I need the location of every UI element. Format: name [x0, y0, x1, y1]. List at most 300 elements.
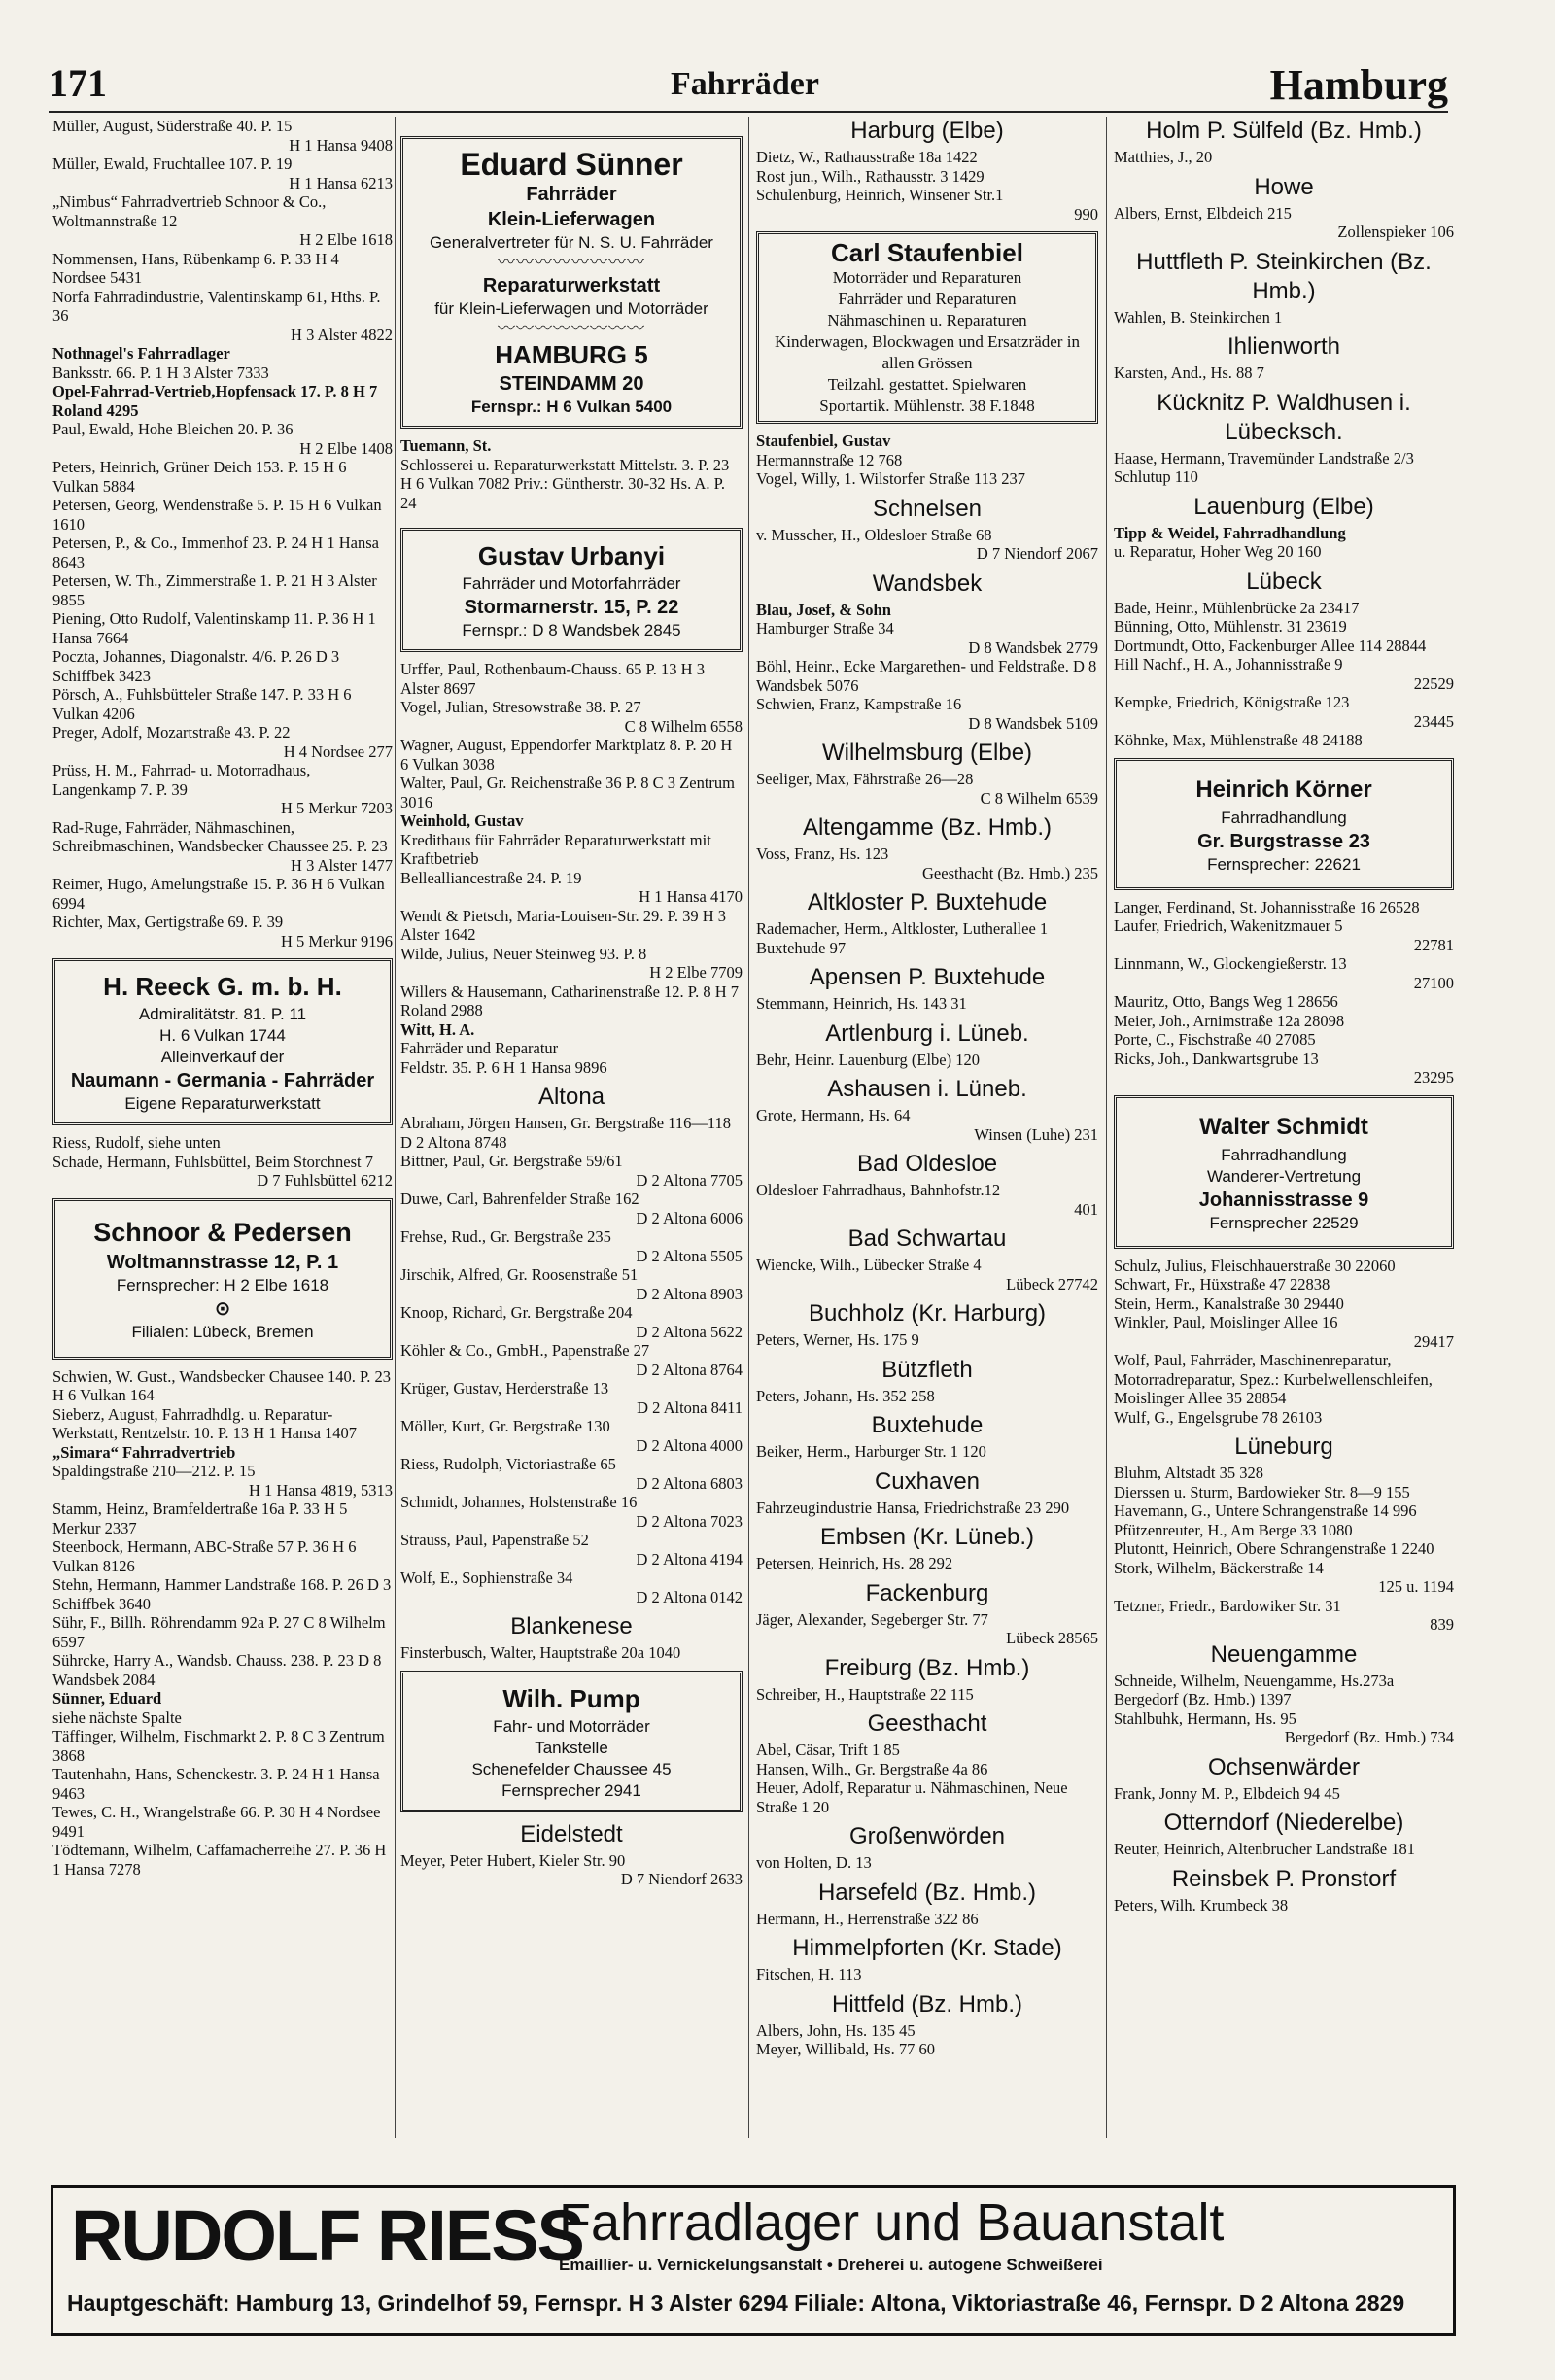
ad-line: Gr. Burgstrasse 23: [1197, 830, 1370, 852]
place-heading: Holm P. Sülfeld (Bz. Hmb.): [1146, 118, 1422, 144]
directory-entry: Tewes, C. H., Wrangelstraße 66. P. 30 H 4 Nordsee 9491: [52, 1803, 381, 1841]
directory-entry: Köhnke, Max, Mühlenstraße 48 24188: [1114, 731, 1363, 749]
directory-entry: Karsten, And., Hs. 88 7: [1114, 363, 1264, 382]
directory-entry: Piening, Otto Rudolf, Valentinskamp 11. P. 36 H 1 Hansa 7664: [52, 609, 376, 647]
directory-entry: 22529: [1413, 673, 1454, 693]
directory-entry: Sieberz, August, Fahrradhdlg. u. Reparatur-Werkstatt, Rentzelstr. 10. P. 13 H 1 Hansa 1407: [52, 1404, 358, 1442]
directory-entry: Banksstr. 66. P. 1 H 3 Alster 7333: [52, 362, 269, 382]
column-3: [756, 117, 1098, 2059]
directory-entry: H 4 Nordsee 277: [283, 742, 393, 761]
directory-entry: Sühr, F., Billh. Röhrendamm 92a P. 27 C 8 Wilhelm 6597: [52, 1613, 386, 1651]
ad-name: Heinrich Körner: [1195, 776, 1372, 803]
ad-pump: [400, 1671, 743, 1812]
ad-line: H. 6 Vulkan 1744: [159, 1026, 286, 1045]
footer-address: Hauptgeschäft: Hamburg 13, Grindelhof 59, Fernspr. H 3 Alster 6294 Filiale: Altona, Viktoriastraße 46, Fernspr. D 2 Altona 2829: [67, 2291, 1405, 2316]
directory-entry: Nothnagel's Fahrradlager: [52, 344, 230, 362]
entry-list: [756, 431, 1098, 489]
place-heading: Lüneburg: [1234, 1433, 1333, 1460]
place-heading: Ashausen i. Lüneb.: [827, 1076, 1027, 1102]
ad-line: Eigene Reparaturwerkstatt: [124, 1094, 321, 1113]
ad-line: Fernspr.: D 8 Wandsbek 2845: [462, 621, 681, 639]
directory-entry: Frehse, Rud., Gr. Bergstraße 235: [400, 1227, 611, 1246]
directory-entry: Köhler & Co., GmbH., Papenstraße 27: [400, 1341, 650, 1360]
directory-entry: Wilde, Julius, Neuer Steinweg 93. P. 8: [400, 944, 647, 963]
ad-ornament: ⊙: [214, 1297, 231, 1320]
directory-entry: Plutontt, Heinrich, Obere Schrangenstraße 1 2240: [1114, 1539, 1434, 1558]
directory-entry: D 2 Altona 6803: [636, 1473, 743, 1493]
ad-line: Johannisstrasse 9: [1198, 1189, 1369, 1211]
directory-entry: Poczta, Johannes, Diagonalstr. 4/6. P. 26 D 3 Schiffbek 3423: [52, 647, 340, 685]
directory-entry: Nommensen, Hans, Rübenkamp 6. P. 33 H 4 Nordsee 5431: [52, 249, 339, 287]
entry-list: [1114, 204, 1454, 242]
place-heading: Altona: [537, 1084, 605, 1110]
column-1: [52, 117, 393, 1879]
directory-entry: Beiker, Herm., Harburger Str. 1 120: [756, 1442, 986, 1461]
entry-list: [756, 1610, 1098, 1648]
directory-entry: Peters, Johann, Hs. 352 258: [756, 1386, 935, 1405]
ad-name: Gustav Urbanyi: [477, 541, 666, 570]
directory-entry: Albers, Ernst, Elbdeich 215: [1114, 203, 1292, 223]
entry-list: [1114, 1896, 1454, 1915]
directory-entry: Blau, Josef, & Sohn: [756, 600, 891, 619]
directory-entry: Laufer, Friedrich, Wakenitzmauer 5: [1114, 916, 1343, 935]
directory-entry: Petersen, P., & Co., Immenhof 23. P. 24 H 1 Hansa 8643: [52, 534, 379, 571]
entry-list: [756, 1051, 1098, 1070]
entry-list: [400, 660, 743, 1077]
ad-name: Wilh. Pump: [502, 1683, 640, 1713]
place-heading: Harsefeld (Bz. Hmb.): [817, 1879, 1037, 1906]
entry-list: [756, 845, 1098, 882]
ad-wave-ornament: 〰〰〰〰〰〰〰〰: [498, 253, 645, 272]
entry-list: [1114, 1672, 1454, 1747]
directory-entry: Winkler, Paul, Moislinger Allee 16: [1114, 1313, 1338, 1331]
entry-list: [756, 1181, 1098, 1219]
ad-line: Kinderwagen, Blockwagen und Ersatzräder in allen Grössen: [775, 332, 1080, 372]
entry-list: [400, 1114, 743, 1606]
entry-list: [1114, 898, 1454, 1087]
directory-entry: Tipp & Weidel, Fahrradhandlung: [1114, 523, 1346, 542]
entry-list: [756, 1106, 1098, 1144]
directory-entry: Urffer, Paul, Rothenbaum-Chauss. 65 P. 13 H 3 Alster 8697: [400, 660, 705, 698]
entry-list: [756, 1685, 1098, 1705]
directory-entry: Wolf, E., Sophienstraße 34: [400, 1569, 573, 1587]
ad-line: Woltmannstrasse 12, P. 1: [106, 1251, 339, 1273]
place-heading: Bad Schwartau: [847, 1225, 1007, 1252]
directory-entry: Peters, Heinrich, Grüner Deich 153. P. 15 H 6 Vulkan 5884: [52, 458, 347, 496]
ad-line: Filialen: Lübeck, Bremen: [131, 1322, 314, 1341]
place-heading: Altkloster P. Buxtehude: [807, 889, 1048, 915]
ad-name: Schnoor & Pedersen: [93, 1217, 352, 1247]
directory-entry: Ricks, Joh., Dankwartsgrube 13: [1114, 1049, 1319, 1068]
directory-entry: Petersen, Heinrich, Hs. 28 292: [756, 1554, 953, 1572]
directory-entry: Behr, Heinr. Lauenburg (Elbe) 120: [756, 1050, 980, 1069]
ad-koerner: [1114, 758, 1454, 890]
entry-list: [756, 919, 1098, 957]
directory-entry: D 2 Altona 0142: [636, 1587, 743, 1606]
running-title: Fahrräder: [671, 66, 819, 102]
ad-name: Eduard Sünner: [460, 147, 683, 182]
directory-entry: Opel-Fahrrad-Vertrieb,Hopfensack 17. P. 8 H 7 Roland 4295: [52, 382, 378, 420]
place-heading: Harburg (Elbe): [850, 118, 1004, 144]
directory-entry: Pfützenreuter, H., Am Berge 33 1080: [1114, 1520, 1353, 1539]
ad-line: Reparaturwerkstatt: [482, 274, 661, 296]
directory-entry: Tödtemann, Wilhelm, Caffamacherreihe 27. P. 36 H 1 Hansa 7278: [52, 1841, 387, 1879]
ad-line: Fahrradhandlung: [1221, 808, 1347, 827]
directory-entry: Riess, Rudolf, siehe unten: [52, 1133, 221, 1152]
entry-list: [756, 1499, 1098, 1518]
directory-entry: Schneide, Wilhelm, Neuengamme, Hs.273a Bergedorf (Bz. Hmb.) 1397: [1114, 1671, 1395, 1708]
directory-entry: Fahrzeugindustrie Hansa, Friedrichstraße 23 290: [756, 1498, 1070, 1517]
ad-line: HAMBURG 5: [495, 340, 648, 369]
directory-entry: Weinhold, Gustav: [400, 811, 524, 830]
directory-entry: Täffinger, Wilhelm, Fischmarkt 2. P. 8 C 3 Zentrum 3868: [52, 1727, 385, 1765]
ad-line: Stormarnerstr. 15, P. 22: [464, 597, 679, 618]
directory-entry: Schmidt, Johannes, Holstenstraße 16: [400, 1493, 638, 1511]
directory-entry: Vogel, Willy, 1. Wilstorfer Straße 113 237: [756, 469, 1026, 488]
directory-entry: Rost jun., Wilh., Rathausstr. 3 1429: [756, 166, 985, 186]
entry-list: [1114, 308, 1454, 328]
directory-entry: Bergedorf (Bz. Hmb.) 734: [1284, 1728, 1454, 1746]
directory-entry: Norfa Fahrradindustrie, Valentinskamp 61, Hths. P. 36: [52, 287, 381, 325]
directory-entry: D 2 Altona 4194: [636, 1549, 743, 1569]
directory-entry: Tuemann, St.: [400, 436, 492, 455]
directory-entry: Staufenbiel, Gustav: [756, 431, 891, 450]
directory-entry: Rademacher, Herm., Altkloster, Lutherallee 1 Buxtehude 97: [756, 919, 1049, 957]
entry-list: [756, 1741, 1098, 1816]
directory-entry: D 2 Altona 8764: [636, 1360, 743, 1379]
directory-entry: D 2 Altona 8411: [637, 1397, 743, 1417]
directory-entry: C 8 Wilhelm 6558: [624, 716, 743, 736]
directory-entry: H 2 Elbe 7709: [649, 963, 743, 982]
directory-entry: 23295: [1413, 1068, 1454, 1087]
directory-entry: Wendt & Pietsch, Maria-Louisen-Str. 29. P. 39 H 3 Alster 1642: [400, 906, 727, 944]
directory-entry: D 8 Wandsbek 2779: [968, 638, 1098, 657]
directory-entry: Hermannstraße 12 768: [756, 450, 903, 469]
place-heading: Wilhelmsburg (Elbe): [821, 740, 1033, 766]
directory-entry: Bünning, Otto, Mühlenstr. 31 23619: [1114, 617, 1347, 636]
directory-entry: Dortmundt, Otto, Fackenburger Allee 114 28844: [1114, 636, 1427, 655]
place-heading: Lauenburg (Elbe): [1193, 493, 1374, 520]
entry-list: [52, 117, 393, 950]
directory-entry: Abraham, Jörgen Hansen, Gr. Bergstraße 116—118 D 2 Altona 8748: [400, 1114, 732, 1152]
directory-entry: H 1 Hansa 6213: [289, 173, 393, 192]
directory-entry: Matthies, J., 20: [1114, 148, 1213, 166]
directory-entry: Schade, Hermann, Fuhlsbüttel, Beim Storchnest 7: [52, 1152, 373, 1171]
entry-list: [756, 2021, 1098, 2059]
directory-entry: Wahlen, B. Steinkirchen 1: [1114, 307, 1283, 327]
ad-line: Admiralitätstr. 81. P. 11: [138, 1005, 307, 1023]
directory-entry: D 2 Altona 5505: [636, 1246, 743, 1265]
place-heading: Buxtehude: [871, 1412, 984, 1438]
directory-entry: Prüss, H. M., Fahrrad- u. Motorradhaus, Langenkamp 7. P. 39: [52, 761, 311, 799]
directory-entry: Petersen, W. Th., Zimmerstraße 1. P. 21 H 3 Alster 9855: [52, 571, 377, 609]
directory-entry: Mauritz, Otto, Bangs Weg 1 28656: [1114, 992, 1338, 1011]
directory-entry: Richter, Max, Gertigstraße 69. P. 39: [52, 913, 284, 931]
entry-list: [756, 601, 1098, 734]
entry-list: [1114, 599, 1454, 750]
directory-entry: Wulf, G., Engelsgrube 78 26103: [1114, 1407, 1323, 1427]
directory-entry: Knoop, Richard, Gr. Bergstraße 204: [400, 1303, 633, 1322]
entry-list: [756, 1387, 1098, 1406]
column-4: [1114, 117, 1454, 1914]
directory-entry: Reuter, Heinrich, Altenbrucher Landstraße 181: [1114, 1840, 1415, 1858]
entry-list: [1114, 148, 1454, 167]
directory-entry: Stahlbuhk, Hermann, Hs. 95: [1114, 1708, 1296, 1728]
directory-entry: D 7 Fuhlsbüttel 6212: [257, 1171, 393, 1190]
ad-line: Tankstelle: [535, 1738, 608, 1757]
page-number: 171: [49, 61, 107, 105]
entry-list: [52, 1133, 393, 1190]
entry-list: [756, 1442, 1098, 1462]
place-heading: Cuxhaven: [874, 1467, 981, 1495]
directory-entry: 990: [1074, 204, 1098, 224]
directory-entry: Sünner, Eduard: [52, 1689, 162, 1707]
directory-entry: Winsen (Luhe) 231: [974, 1124, 1098, 1144]
directory-entry: Müller, Ewald, Fruchtallee 107. P. 19: [52, 155, 293, 173]
directory-entry: Tetzner, Friedr., Bardowiker Str. 31: [1114, 1596, 1341, 1615]
directory-entry: D 2 Altona 6006: [636, 1208, 743, 1227]
directory-entry: Stamm, Heinz, Bramfeldertraße 16a P. 33 H 5 Merkur 2337: [52, 1500, 348, 1537]
directory-entry: „Nimbus“ Fahrradvertrieb Schnoor & Co., Woltmannstraße 12: [52, 192, 327, 230]
directory-entry: Reimer, Hugo, Amelungstraße 15. P. 36 H 6 Vulkan 6994: [52, 875, 385, 913]
directory-entry: v. Musscher, H., Oldesloer Straße 68: [756, 525, 992, 544]
directory-entry: u. Reparatur, Hoher Weg 20 160: [1114, 542, 1322, 561]
header-rule: [49, 111, 1448, 113]
directory-entry: Möller, Kurt, Gr. Bergstraße 130: [400, 1417, 610, 1435]
directory-entry: Bellealliancestraße 24. P. 19: [400, 868, 582, 887]
place-heading: Ihlienworth: [1227, 333, 1341, 360]
ad-staufenbiel: [756, 231, 1098, 424]
directory-entry: Kempke, Friedrich, Königstraße 123: [1114, 693, 1350, 711]
place-heading: Otterndorf (Niederelbe): [1163, 1810, 1404, 1836]
directory-entry: Fitschen, H. 113: [756, 1965, 862, 1983]
directory-entry: „Simara“ Fahrradvertrieb: [52, 1442, 236, 1462]
directory-entry: Meyer, Willibald, Hs. 77 60: [756, 2040, 935, 2058]
entry-list: [400, 436, 743, 512]
directory-entry: H 5 Merkur 9196: [280, 931, 393, 950]
place-heading: Neuengamme: [1210, 1640, 1358, 1668]
directory-entry: Seeliger, Max, Fährstraße 26—28: [756, 770, 974, 788]
directory-entry: Meyer, Peter Hubert, Kieler Str. 90: [400, 1850, 626, 1870]
directory-entry: Hamburger Straße 34: [756, 619, 894, 638]
ad-line: Fernsprecher: 22621: [1207, 854, 1361, 874]
place-heading: Embsen (Kr. Lüneb.): [819, 1524, 1035, 1550]
entry-list: [1114, 449, 1454, 487]
directory-entry: Jäger, Alexander, Segeberger Str. 77: [756, 1609, 988, 1629]
directory-entry: 839: [1430, 1615, 1454, 1634]
entry-list: [52, 1367, 393, 1880]
page-header: [49, 60, 1448, 109]
directory-entry: Finsterbusch, Walter, Hauptstraße 20a 1040: [400, 1643, 681, 1662]
directory-entry: D 2 Altona 7023: [636, 1511, 743, 1531]
place-heading: Großenwörden: [848, 1823, 1006, 1849]
directory-entry: Rad-Ruge, Fahrräder, Nähmaschinen, Schreibmaschinen, Wandsbecker Chaussee 25. P. 23: [52, 817, 388, 855]
entry-list: [1114, 524, 1454, 562]
entry-list: [756, 1853, 1098, 1873]
directory-entry: Wolf, Paul, Fahrräder, Maschinenreparatur, Motorradreparatur, Spez.: Kurbelwellenschleifen, Moislinger Allee 35 28854: [1114, 1351, 1433, 1407]
entry-list: [756, 1910, 1098, 1929]
directory-entry: Stemmann, Heinrich, Hs. 143 31: [756, 994, 967, 1013]
directory-entry: D 2 Altona 7705: [636, 1170, 743, 1190]
directory-entry: D 2 Altona 5622: [636, 1322, 743, 1341]
directory-entry: Krüger, Gustav, Herderstraße 13: [400, 1379, 609, 1397]
entry-list: [756, 994, 1098, 1014]
ad-schnoor: [52, 1198, 393, 1360]
entry-list: [756, 1256, 1098, 1293]
directory-entry: H 1 Hansa 4819, 5313: [248, 1480, 393, 1500]
directory-entry: H 1 Hansa 4170: [639, 887, 743, 906]
directory-entry: Paul, Ewald, Hohe Bleichen 20. P. 36: [52, 420, 294, 438]
directory-entry: Hill Nachf., H. A., Johannisstraße 9: [1114, 655, 1343, 673]
directory-entry: Voss, Franz, Hs. 123: [756, 845, 889, 863]
place-heading: Howe: [1254, 173, 1314, 200]
directory-entry: H 1 Hansa 9408: [289, 135, 393, 155]
directory-entry: 125 u. 1194: [1378, 1577, 1454, 1596]
directory-entry: Jirschik, Alfred, Gr. Roosenstraße 51: [400, 1265, 639, 1284]
entry-list: [756, 1554, 1098, 1573]
ad-wave-ornament: 〰〰〰〰〰〰〰〰: [498, 318, 645, 338]
directory-entry: Schreiber, H., Hauptstraße 22 115: [756, 1684, 974, 1704]
directory-entry: 29417: [1413, 1331, 1454, 1351]
ad-suenner: [400, 136, 743, 429]
entry-list: [756, 1330, 1098, 1350]
directory-entry: Sührcke, Harry A., Wandsb. Chauss. 238. P. 23 D 8 Wandsbek 2084: [52, 1651, 382, 1689]
footer-slogan: Fahrradlager und Bauanstalt: [559, 2193, 1225, 2252]
directory-entry: Fahrräder und Reparatur: [400, 1039, 559, 1057]
ad-line: Teilzahl. gestattet. Spielwaren: [827, 375, 1027, 394]
directory-entry: Peters, Wilh. Krumbeck 38: [1114, 1895, 1289, 1914]
place-heading: Blankenese: [510, 1613, 633, 1639]
directory-entry: Peters, Werner, Hs. 175 9: [756, 1330, 919, 1349]
place-heading: Eidelstedt: [520, 1820, 623, 1847]
place-heading: Freiburg (Bz. Hmb.): [824, 1654, 1030, 1681]
entry-list: [756, 526, 1098, 564]
ad-line: Generalvertreter für N. S. U. Fahrräder: [430, 233, 713, 252]
place-heading: Schnelsen: [872, 495, 983, 522]
directory-entry: D 8 Wandsbek 5109: [968, 713, 1098, 733]
directory-entry: Bluhm, Altstadt 35 328: [1114, 1464, 1264, 1482]
directory-entry: Bade, Heinr., Mühlenbrücke 2a 23417: [1114, 598, 1360, 617]
directory-entry: Spaldingstraße 210—212. P. 15: [52, 1462, 256, 1480]
place-heading: Bad Oldesloe: [856, 1151, 998, 1177]
directory-entry: Riess, Rudolph, Victoriastraße 65: [400, 1455, 616, 1473]
entry-list: [1114, 1257, 1454, 1428]
directory-entry: Langer, Ferdinand, St. Johannisstraße 16 26528: [1114, 897, 1420, 916]
ad-line: Schenefelder Chaussee 45: [471, 1759, 672, 1778]
directory-entry: Frank, Jonny M. P., Elbdeich 94 45: [1114, 1783, 1340, 1803]
entry-list: [400, 1643, 743, 1663]
directory-entry: Duwe, Carl, Bahrenfelder Straße 162: [400, 1190, 639, 1208]
directory-entry: 22781: [1413, 935, 1454, 954]
directory-entry: Schwart, Fr., Hüxstraße 47 22838: [1114, 1275, 1330, 1293]
directory-entry: Stehn, Hermann, Hammer Landstraße 168. P. 26 D 3 Schiffbek 3640: [52, 1575, 392, 1613]
ad-urbanyi: [400, 528, 743, 652]
directory-entry: Schwien, Franz, Kampstraße 16: [756, 695, 962, 713]
directory-entry: H 3 Alster 4822: [291, 325, 393, 344]
ad-reeck: [52, 958, 393, 1125]
ad-name: H. Reeck G. m. b. H.: [103, 972, 342, 1001]
ad-line: Fahrräder: [526, 184, 617, 205]
ad-line: Fernspr.: H 6 Vulkan 5400: [470, 397, 673, 416]
place-heading: Wandsbek: [872, 569, 983, 597]
directory-entry: Strauss, Paul, Papenstraße 52: [400, 1531, 589, 1549]
directory-entry: Kredithaus für Fahrräder Reparaturwerkstatt mit Kraftbetrieb: [400, 830, 711, 868]
entry-list: [756, 770, 1098, 808]
directory-entry: Feldstr. 35. P. 6 H 1 Hansa 9896: [400, 1057, 607, 1077]
directory-entry: Oldesloer Fahrradhaus, Bahnhofstr.12: [756, 1181, 1001, 1199]
ad-line: Fahr- und Motorräder: [493, 1716, 650, 1736]
place-heading: Geesthacht: [867, 1710, 987, 1737]
directory-entry: Lübeck 28565: [1006, 1629, 1098, 1647]
place-heading: Artlenburg i. Lüneb.: [825, 1019, 1029, 1047]
entry-list: [1114, 1840, 1454, 1859]
directory-entry: Walter, Paul, Gr. Reichenstraße 36 P. 8 C 3 Zentrum 3016: [400, 774, 735, 811]
ad-line: Klein-Lieferwagen: [487, 209, 656, 230]
directory-entry: D 7 Niendorf 2067: [976, 544, 1098, 563]
directory-entry: Stein, Herm., Kanalstraße 30 29440: [1114, 1293, 1344, 1313]
ad-name: Walter Schmidt: [1199, 1113, 1368, 1140]
directory-entry: Haase, Hermann, Travemünder Landstraße 2/3 Schlutup 110: [1114, 448, 1414, 486]
directory-entry: Willers & Hausemann, Catharinenstraße 12. P. 8 H 7 Roland 2988: [400, 982, 740, 1019]
place-heading: Lübeck: [1246, 568, 1322, 595]
directory-entry: Geesthacht (Bz. Hmb.) 235: [922, 863, 1098, 882]
directory-entry: Schulz, Julius, Fleischhauerstraße 30 22060: [1114, 1256, 1396, 1275]
directory-entry: Havemann, G., Untere Schrangenstraße 14 996: [1114, 1501, 1417, 1520]
directory-entry: D 7 Niendorf 2633: [620, 1870, 743, 1888]
directory-entry: H 3 Alster 1477: [291, 855, 393, 875]
directory-entry: H 2 Elbe 1618: [299, 230, 393, 249]
place-heading: Fackenburg: [865, 1579, 989, 1606]
directory-entry: Dierssen u. Sturm, Bardowieker Str. 8—9 155: [1114, 1482, 1410, 1501]
directory-entry: Vogel, Julian, Stresowstraße 38. P. 27: [400, 698, 641, 716]
ad-line: Fahrräder und Reparaturen: [838, 290, 1017, 308]
ad-line: Fahrräder und Motorfahrräder: [462, 574, 681, 593]
directory-entry: Schlosserei u. Reparaturwerkstatt Mittelstr. 3. P. 23 H 6 Vulkan 7082 Priv.: Güntherstr. 30-32 Hs. A. P. 24: [400, 455, 730, 512]
directory-entry: Lübeck 27742: [1006, 1274, 1098, 1293]
column-divider: [748, 117, 749, 2138]
ad-line: Wanderer-Vertretung: [1206, 1166, 1362, 1186]
ad-line: Motorräder und Reparaturen: [832, 268, 1022, 287]
footer-ad-riess: [51, 2185, 1456, 2336]
directory-entry: von Holten, D. 13: [756, 1853, 872, 1872]
directory-entry: 27100: [1413, 973, 1454, 992]
directory-entry: Witt, H. A.: [400, 1019, 475, 1039]
directory-entry: Grote, Hermann, Hs. 64: [756, 1106, 911, 1124]
entry-list: [756, 148, 1098, 224]
ad-line: für Klein-Lieferwagen und Motorräder: [434, 298, 708, 318]
directory-entry: Pörsch, A., Fuhlsbütteler Straße 147. P. 33 H 6 Vulkan 4206: [52, 685, 352, 723]
place-heading: Hittfeld (Bz. Hmb.): [831, 1990, 1023, 2018]
ad-line: STEINDAMM 20: [499, 373, 644, 395]
entry-list: [1114, 1464, 1454, 1635]
directory-entry: C 8 Wilhelm 6539: [980, 788, 1098, 808]
ad-line: Fernsprecher 2941: [501, 1780, 641, 1800]
directory-entry: Zollenspieker 106: [1337, 223, 1454, 241]
directory-entry: Stork, Wilhelm, Bäckerstraße 14: [1114, 1558, 1324, 1577]
place-heading: Apensen P. Buxtehude: [809, 964, 1046, 990]
ad-schmidt: [1114, 1095, 1454, 1249]
directory-entry: Hansen, Wilh., Gr. Bergstraße 4a 86: [756, 1759, 988, 1778]
directory-entry: Petersen, Georg, Wendenstraße 5. P. 15 H 6 Vulkan 1610: [52, 496, 382, 534]
directory-entry: D 2 Altona 8903: [636, 1284, 743, 1303]
ad-line: Fernsprecher: H 2 Elbe 1618: [116, 1275, 329, 1294]
footer-services: Emaillier- u. Vernickelungsanstalt • Dreherei u. autogene Schweißerei: [559, 2256, 1103, 2274]
directory-entry: 23445: [1413, 711, 1454, 731]
ad-line: Alleinverkauf der: [160, 1048, 285, 1066]
directory-entry: Meier, Joh., Arnimstraße 12a 28098: [1114, 1011, 1345, 1030]
ad-name: Carl Staufenbiel: [831, 238, 1023, 267]
column-divider: [1106, 117, 1107, 2138]
